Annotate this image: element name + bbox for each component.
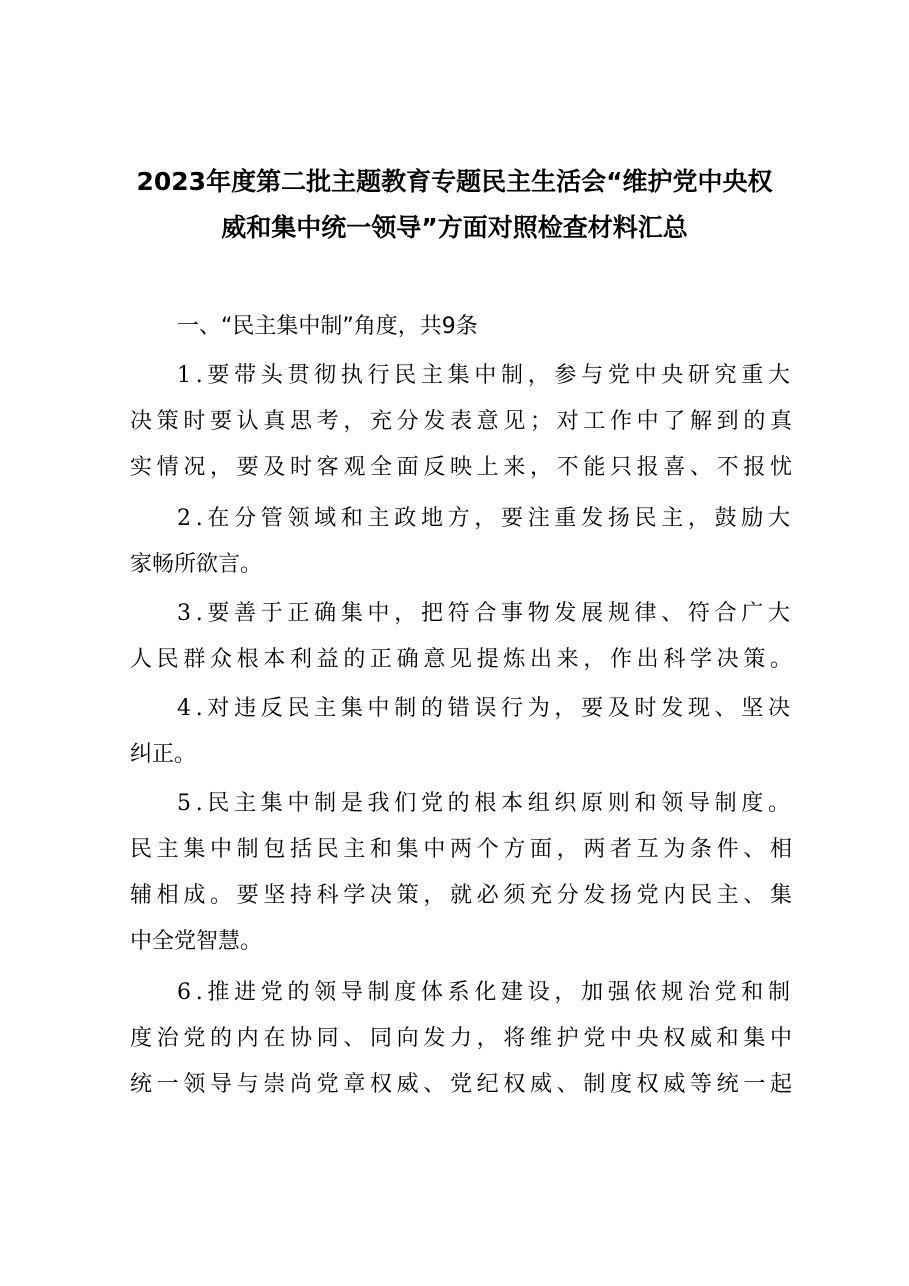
paragraph-line: 辅相成。要坚持科学决策，就必须充分发扬党内民主、集 <box>130 883 797 908</box>
paragraph-line: 民主集中制包括民主和集中两个方面，两者互为条件、相 <box>130 837 797 862</box>
paragraph-line: 纠正。 <box>130 742 197 767</box>
paragraph-line: 实情况，要及时客观全面反映上来，不能只报喜、不报忧 <box>130 455 797 480</box>
paragraph-line: 3.要善于正确集中，把符合事物发展规律、符合广大 <box>177 601 795 626</box>
paragraph-line: 4.对违反民主集中制的错误行为，要及时发现、坚决 <box>177 696 795 721</box>
paragraph-line: 统一领导与崇尚党章权威、党纪权威、制度权威等统一起 <box>130 1072 797 1097</box>
paragraph-line: 6.推进党的领导制度体系化建设，加强依规治党和制 <box>177 980 795 1005</box>
section-heading: 一、“民主集中制”角度，共9条 <box>177 314 478 339</box>
paragraph-line: 中全党智慧。 <box>130 929 263 954</box>
paragraph-line: 2.在分管领域和主政地方，要注重发扬民主，鼓励大 <box>177 506 795 531</box>
paragraph-line: 决策时要认真思考，充分发表意见；对工作中了解到的真 <box>130 409 797 434</box>
document-title-line-1: 2023年度第二批主题教育专题民主生活会“维护党中央权 <box>136 167 773 196</box>
paragraph-line: 5.民主集中制是我们党的根本组织原则和领导制度。 <box>177 791 795 816</box>
document-title-line-2: 威和集中统一领导”方面对照检查材料汇总 <box>221 213 688 242</box>
paragraph-line: 家畅所欲言。 <box>130 552 263 577</box>
paragraph-line: 度治党的内在协同、同向发力，将维护党中央权威和集中 <box>130 1026 797 1051</box>
paragraph-line: 1.要带头贯彻执行民主集中制，参与党中央研究重大 <box>177 363 795 388</box>
paragraph-line: 人民群众根本利益的正确意见提炼出来，作出科学决策。 <box>130 647 797 672</box>
